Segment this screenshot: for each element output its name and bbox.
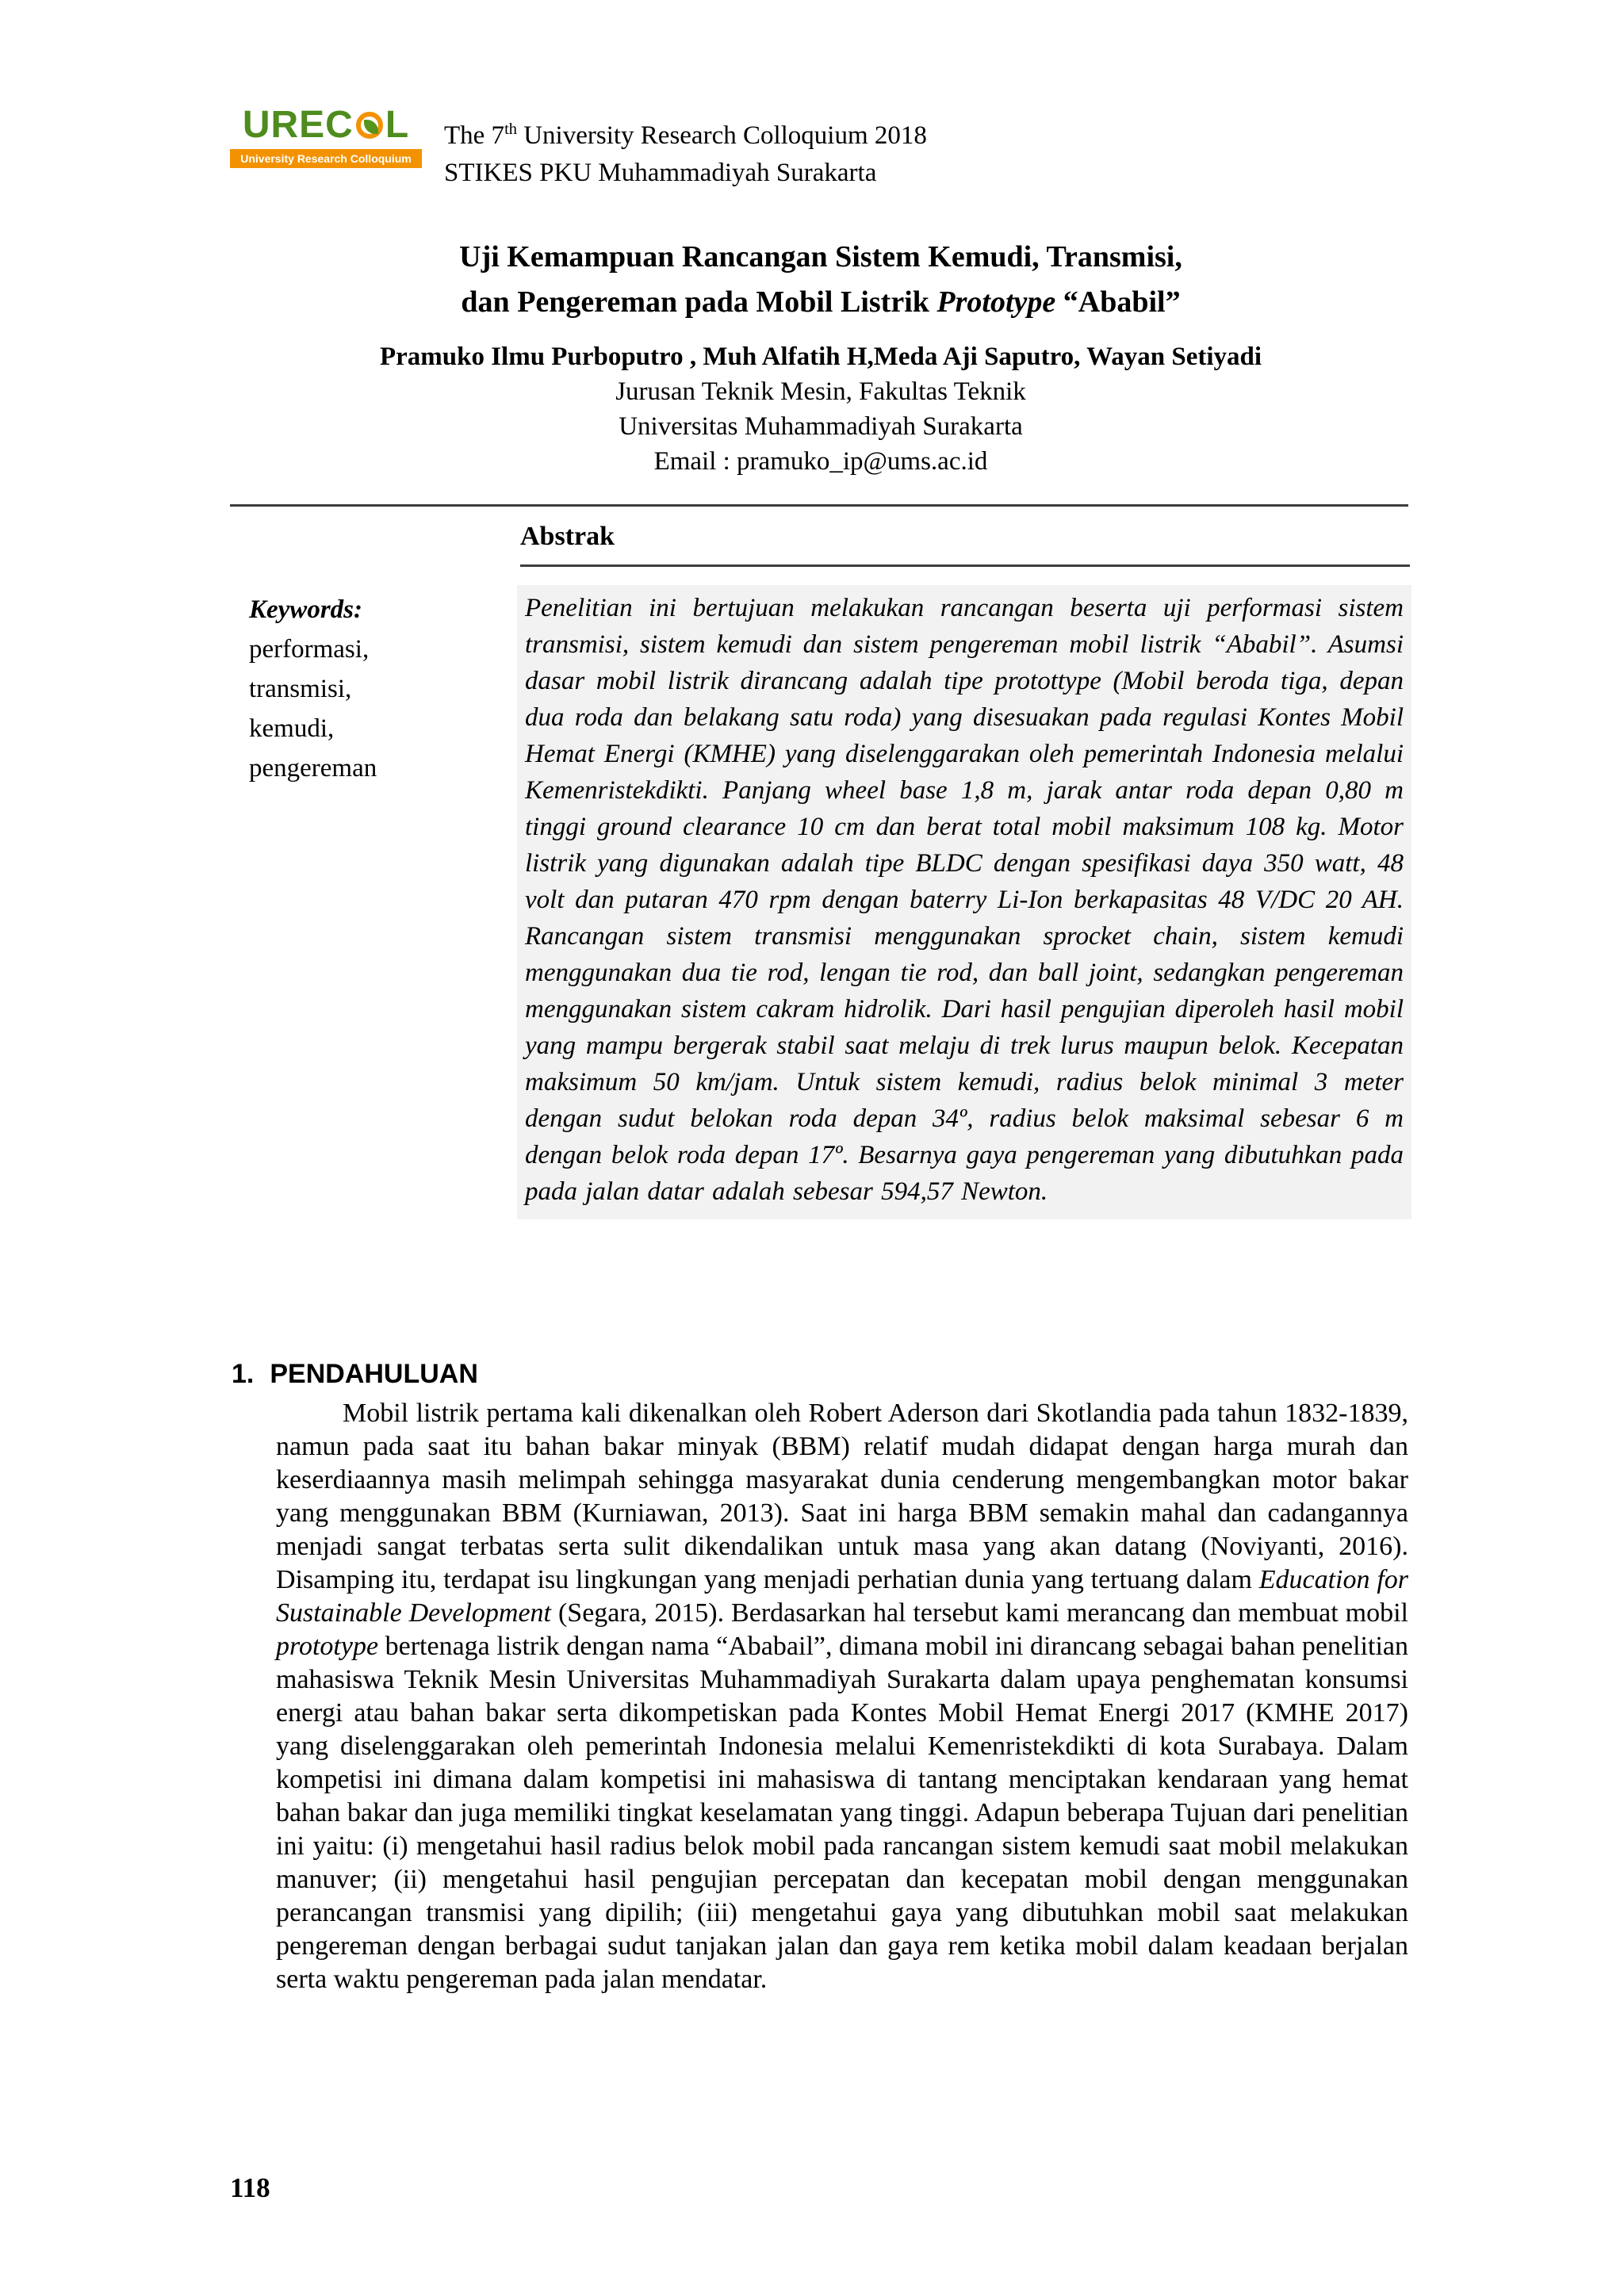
authors: Pramuko Ilmu Purboputro , Muh Alfatih H,Meda Aji Saputro, Wayan Setiyadi: [379, 342, 1262, 371]
conference-title-post: University Research Colloquium 2018: [516, 121, 927, 150]
globe-leaf-icon: [356, 112, 383, 139]
conference-title-pre: The 7: [444, 121, 505, 150]
affiliation-department: Jurusan Teknik Mesin, Fakultas Teknik: [615, 377, 1026, 406]
title-line-2: [230, 280, 1411, 325]
logo-text-left: UREC: [242, 104, 354, 146]
affiliation-university: Universitas Muhammadiyah Surakarta: [619, 412, 1023, 441]
section-title: PENDAHULUAN: [270, 1359, 478, 1389]
title-line-2-italic: Prototype: [936, 285, 1056, 319]
introduction-paragraph: Mobil listrik pertama kali dikenalkan oleh Robert Aderson dari Skotlandia pada tahun 1832-1839, namun pada saat itu bahan bakar minyak (BBM) relatif mudah didapat dengan harga murah dan keserdiaannya masih melimpah sehingga masyarakat dunia cenderung mengembangkan motor bakar yang menggunakan BBM (Kurniawan, 2013). Saat ini harga BBM semakin mahal dan cadangannya menjadi sangat terbatas serta sulit dikendalikan untuk masa yang akan datang (Noviyanti, 2016). Disamping itu, terdapat isu lingkungan yang menjadi perhatian dunia yang tertuang dalam Education for Sustainable Development (Segara, 2015). Berdasarkan hal tersebut kami merancang dan membuat mobil prototype bertenaga listrik dengan nama “Ababail”, dimana mobil ini dirancang sebagai bahan penelitian mahasiswa Teknik Mesin Universitas Muhammadiyah Surakarta dalam upaya penghematan konsumsi energi atau bahan bakar serta dikompetiskan pada Kontes Mobil Hemat Energi 2017 (KMHE 2017) yang diselenggarakan oleh pemerintah Indonesia melalui Kemenristekdikti di kota Surabaya. Dalam kompetisi ini dimana dalam kompetisi ini mahasiswa di tantang menciptakan kendaraan yang hemat bahan bakar dan juga memiliki tingkat keselamatan yang tinggi. Adapun beberapa Tujuan dari penelitian ini yaitu: (i) mengetahui hasil radius belok mobil pada rancangan sistem kemudi saat mobil melakukan manuver; (ii) mengetahui hasil pengujian percepatan dan kecepatan mobil dengan menggunakan perancangan transmisi yang dipilih; (iii) mengetahui gaya yang dibutuhkan mobil saat melakukan pengereman dengan berbagai sudut tanjakan jalan dan gaya rem ketika mobil dalam keadaan berjalan serta waktu pengereman pada jalan mendatar.: [276, 1399, 1408, 1994]
title-line-2-pre: dan Pengereman pada Mobil Listrik: [461, 285, 937, 319]
title-line-2-post: “Ababil”: [1055, 285, 1181, 319]
urecol-logo-text: [230, 106, 422, 144]
paper-title: [230, 235, 1411, 325]
section-number: 1.: [232, 1359, 255, 1389]
author-email: Email : pramuko_ip@ums.ac.id: [653, 447, 988, 476]
conference-host: STIKES PKU Muhammadiyah Surakarta: [444, 159, 877, 187]
conference-title-ordinal: th: [504, 121, 517, 138]
abstract-heading-rule: [520, 564, 1410, 567]
keywords-block: [249, 590, 503, 788]
byline: [230, 339, 1411, 479]
page-number: 118: [230, 2172, 270, 2203]
page-header: [230, 106, 927, 192]
keyword-item: performasi,: [249, 635, 370, 664]
abstract-box: [517, 585, 1411, 1219]
keyword-item: transmisi,: [249, 675, 352, 703]
title-line-1: Uji Kemampuan Rancangan Sistem Kemudi, Transmisi,: [459, 240, 1182, 274]
keyword-item: kemudi,: [249, 714, 335, 743]
conference-title: [444, 111, 927, 155]
keyword-item: pengereman: [249, 754, 377, 783]
urecol-logo: [230, 106, 422, 168]
divider-top: [230, 504, 1408, 507]
abstract-text: Penelitian ini bertujuan melakukan rancangan beserta uji performasi sistem transmisi, sistem kemudi dan sistem pengereman mobil listrik “Ababil”. Asumsi dasar mobil listrik dirancang adalah tipe protottype (Mobil beroda tiga, depan dua roda dan belakang satu roda) yang disesuakan pada regulasi Kontes Mobil Hemat Energi (KMHE) yang diselenggarakan oleh pemerintah Indonesia melalui Kemenristekdikti. Panjang wheel base 1,8 m, jarak antar roda depan 0,80 m tinggi ground clearance 10 cm dan berat total mobil maksimum 108 kg. Motor listrik yang digunakan adalah tipe BLDC dengan spesifikasi daya 350 watt, 48 volt dan putaran 470 rpm dengan baterry Li-Ion berkapasitas 48 V/DC 20 AH. Rancangan sistem transmisi menggunakan sprocket chain, sistem kemudi menggunakan dua tie rod, lengan tie rod, dan ball joint, sedangkan pengereman menggunakan sistem cakram hidrolik. Dari hasil pengujian diperoleh hasil mobil yang mampu bergerak stabil saat melaju di trek lurus maupun belok. Kecepatan maksimum 50 km/jam. Untuk sistem kemudi, radius belok minimal 3 meter dengan sudut belokan roda depan 34º, radius belok maksimal sebesar 6 m dengan belok roda depan 17º. Besarnya gaya pengereman yang dibutuhkan pada pada jalan datar adalah sebesar 594,57 Newton.: [525, 594, 1404, 1206]
logo-subtitle: University Research Colloquium: [230, 149, 422, 168]
logo-text-right: L: [385, 104, 410, 146]
abstract-heading: Abstrak: [520, 522, 615, 551]
section-1-heading: [232, 1359, 478, 1390]
conference-info: [444, 106, 927, 192]
keywords-label: Keywords:: [249, 595, 362, 624]
